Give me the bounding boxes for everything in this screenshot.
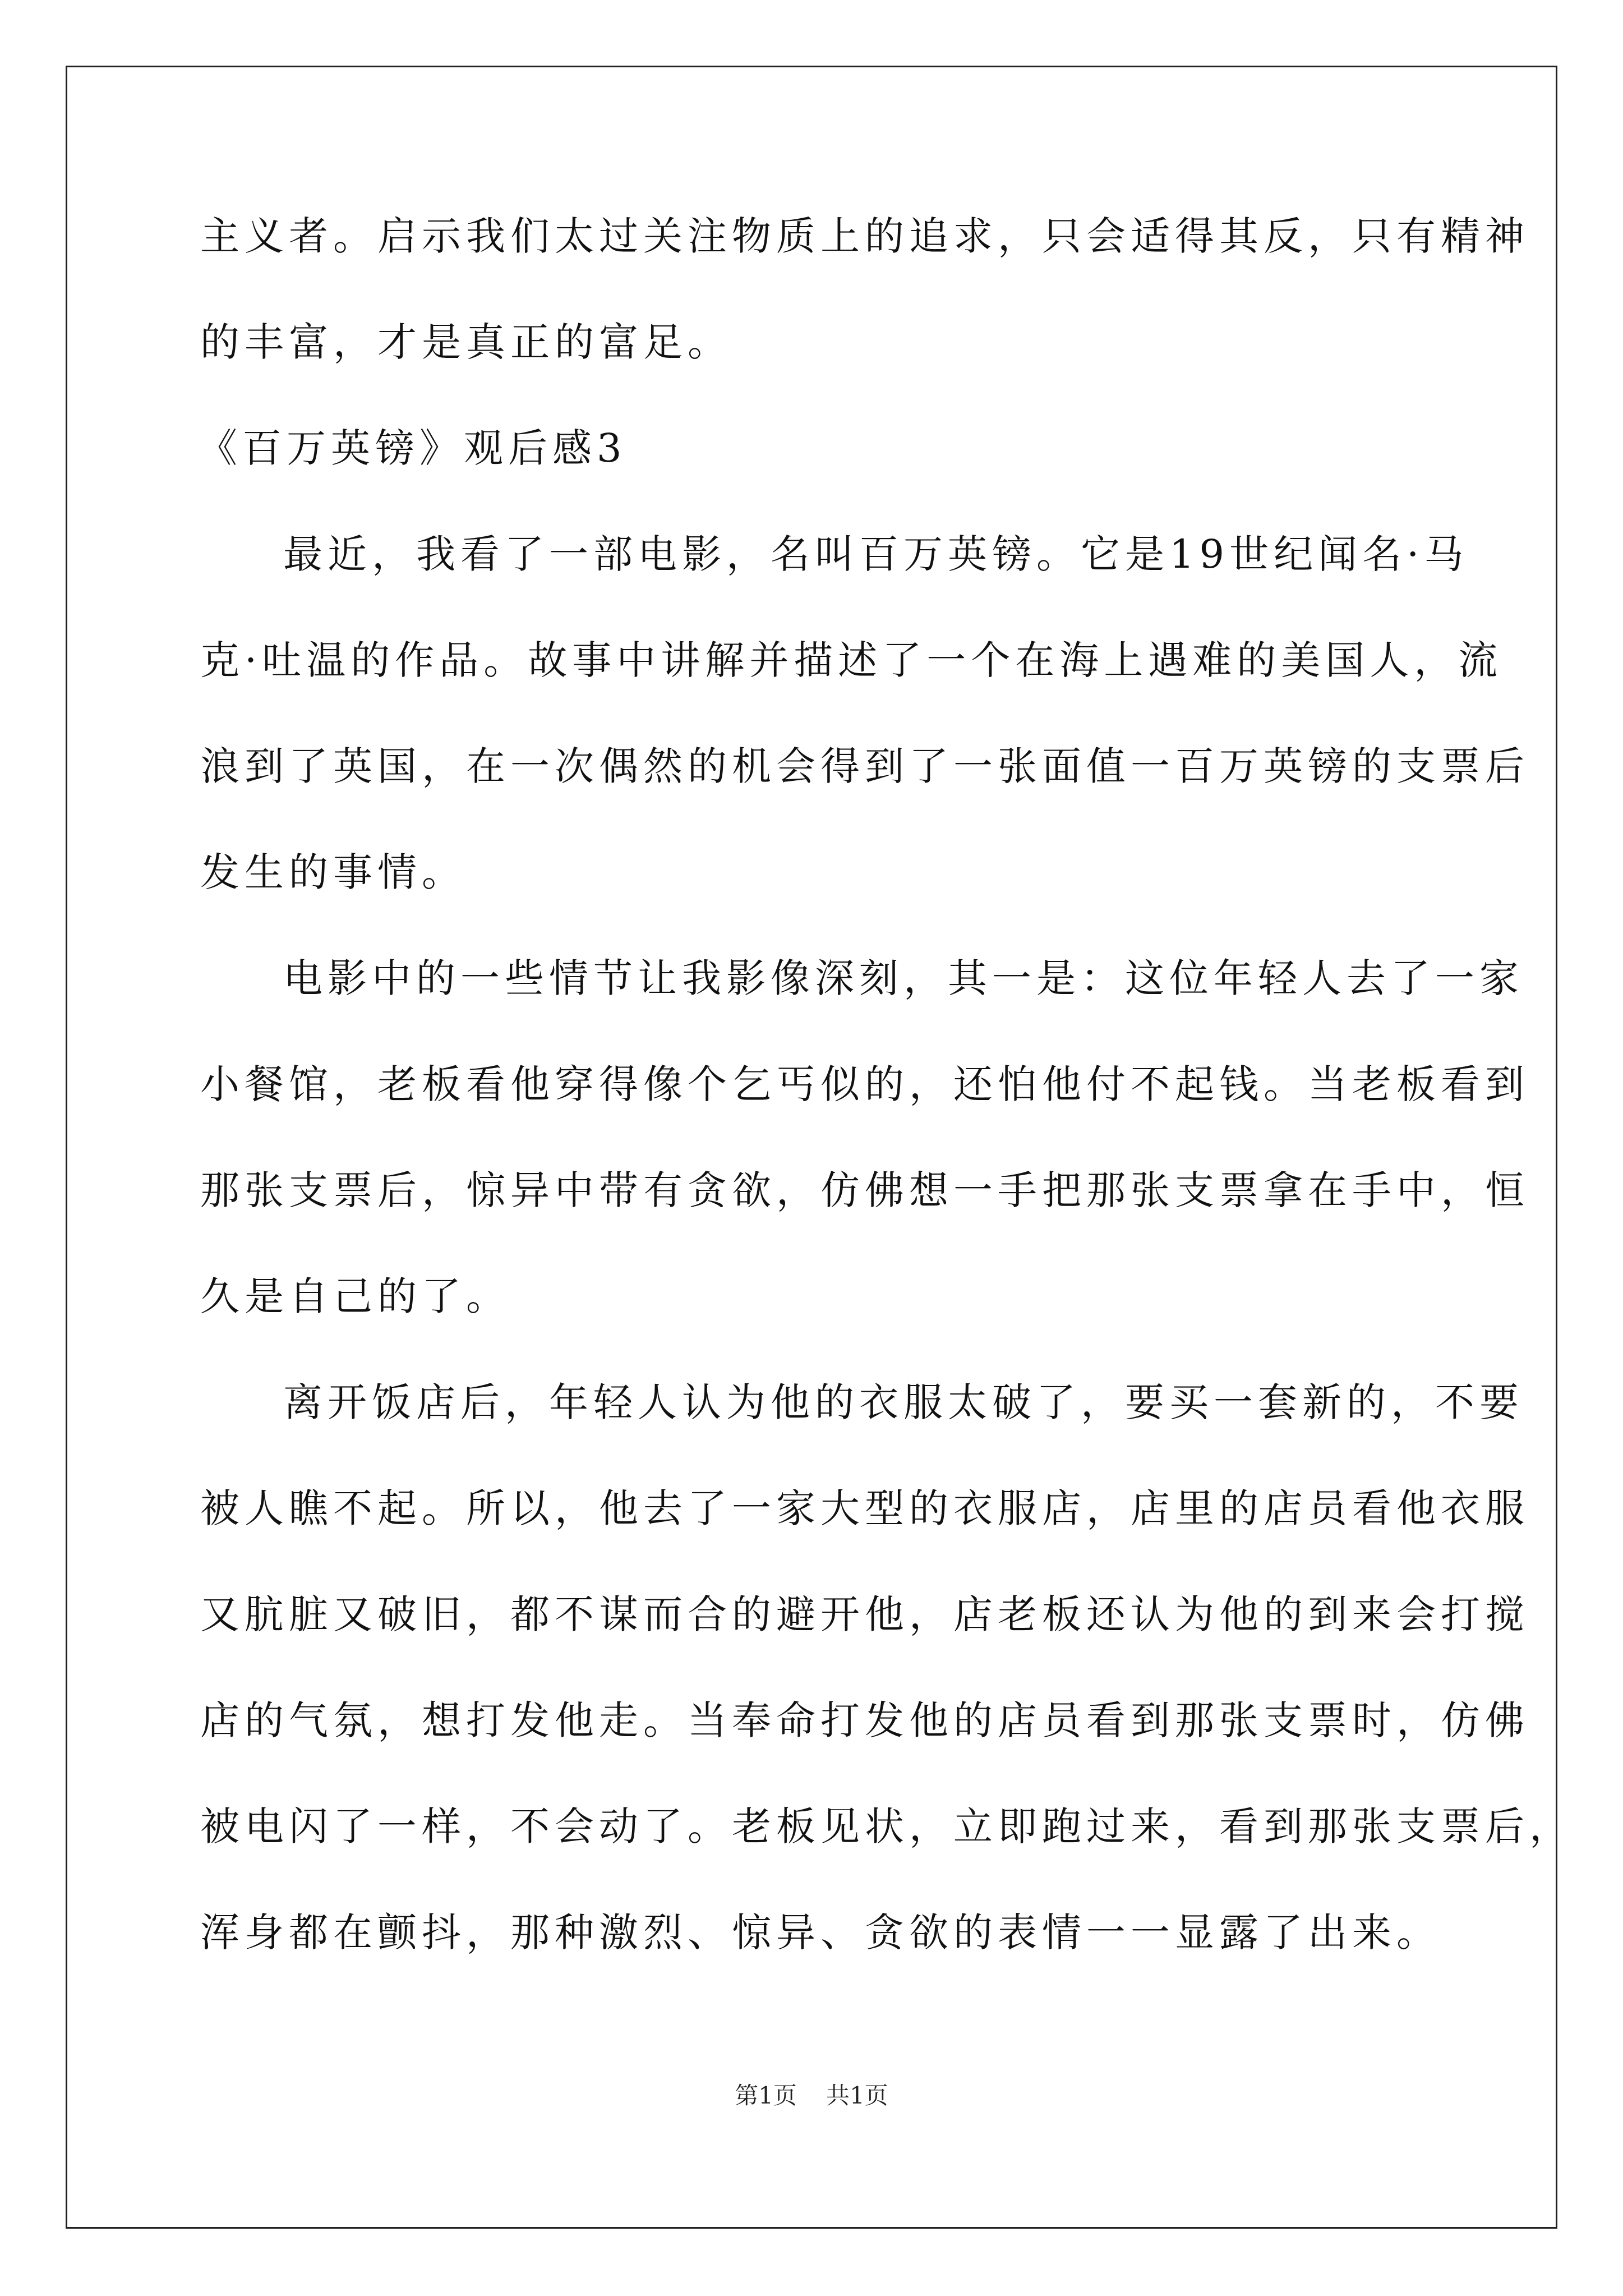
paragraph-line: 店的气氛，想打发他走。当奉命打发他的店员看到那张支票时，仿佛	[200, 1697, 1529, 1743]
page-footer	[0, 2084, 1623, 2108]
document-body	[198, 213, 1574, 2019]
paragraph-line: 浑身都在颤抖，那种激烈、惊异、贪欲的表情一一显露了出来。	[200, 1910, 1441, 1955]
paragraph-line: 那张支票后，惊异中带有贪欲，仿佛想一手把那张支票拿在手中，恒	[200, 1167, 1529, 1213]
paragraph-line: 电影中的一些情节让我影像深刻，其一是：这位年轻人去了一家	[283, 955, 1524, 1001]
page-total: 共1页	[826, 2082, 888, 2109]
paragraph-line: 最近，我看了一部电影，名叫百万英镑。它是19世纪闻名·马	[283, 531, 1469, 577]
paragraph-line: 离开饭店后，年轻人认为他的衣服太破了，要买一套新的，不要	[283, 1379, 1524, 1425]
paragraph-line: 克·吐温的作品。故事中讲解并描述了一个在海上遇难的美国人，流	[200, 637, 1503, 683]
paragraph-line: 浪到了英国，在一次偶然的机会得到了一张面值一百万英镑的支票后	[200, 743, 1529, 789]
page-number: 第1页	[735, 2082, 797, 2109]
paragraph-line: 被电闪了一样，不会动了。老板见状，立即跑过来，看到那张支票后，	[200, 1803, 1574, 1849]
paragraph-line: 又肮脏又破旧，都不谋而合的避开他，店老板还认为他的到来会打搅	[200, 1591, 1529, 1637]
paragraph-line: 久是自己的了。	[200, 1273, 510, 1319]
paragraph-line: 被人瞧不起。所以，他去了一家大型的衣服店，店里的店员看他衣服	[200, 1485, 1529, 1531]
paragraph-line: 小餐馆，老板看他穿得像个乞丐似的，还怕他付不起钱。当老板看到	[200, 1061, 1529, 1107]
paragraph-line: 的丰富，才是真正的富足。	[200, 319, 732, 365]
section-title: 《百万英镑》观后感3	[198, 425, 627, 471]
paragraph-line: 主义者。启示我们太过关注物质上的追求，只会适得其反，只有精神	[200, 213, 1529, 259]
paragraph-line: 发生的事情。	[200, 849, 466, 895]
